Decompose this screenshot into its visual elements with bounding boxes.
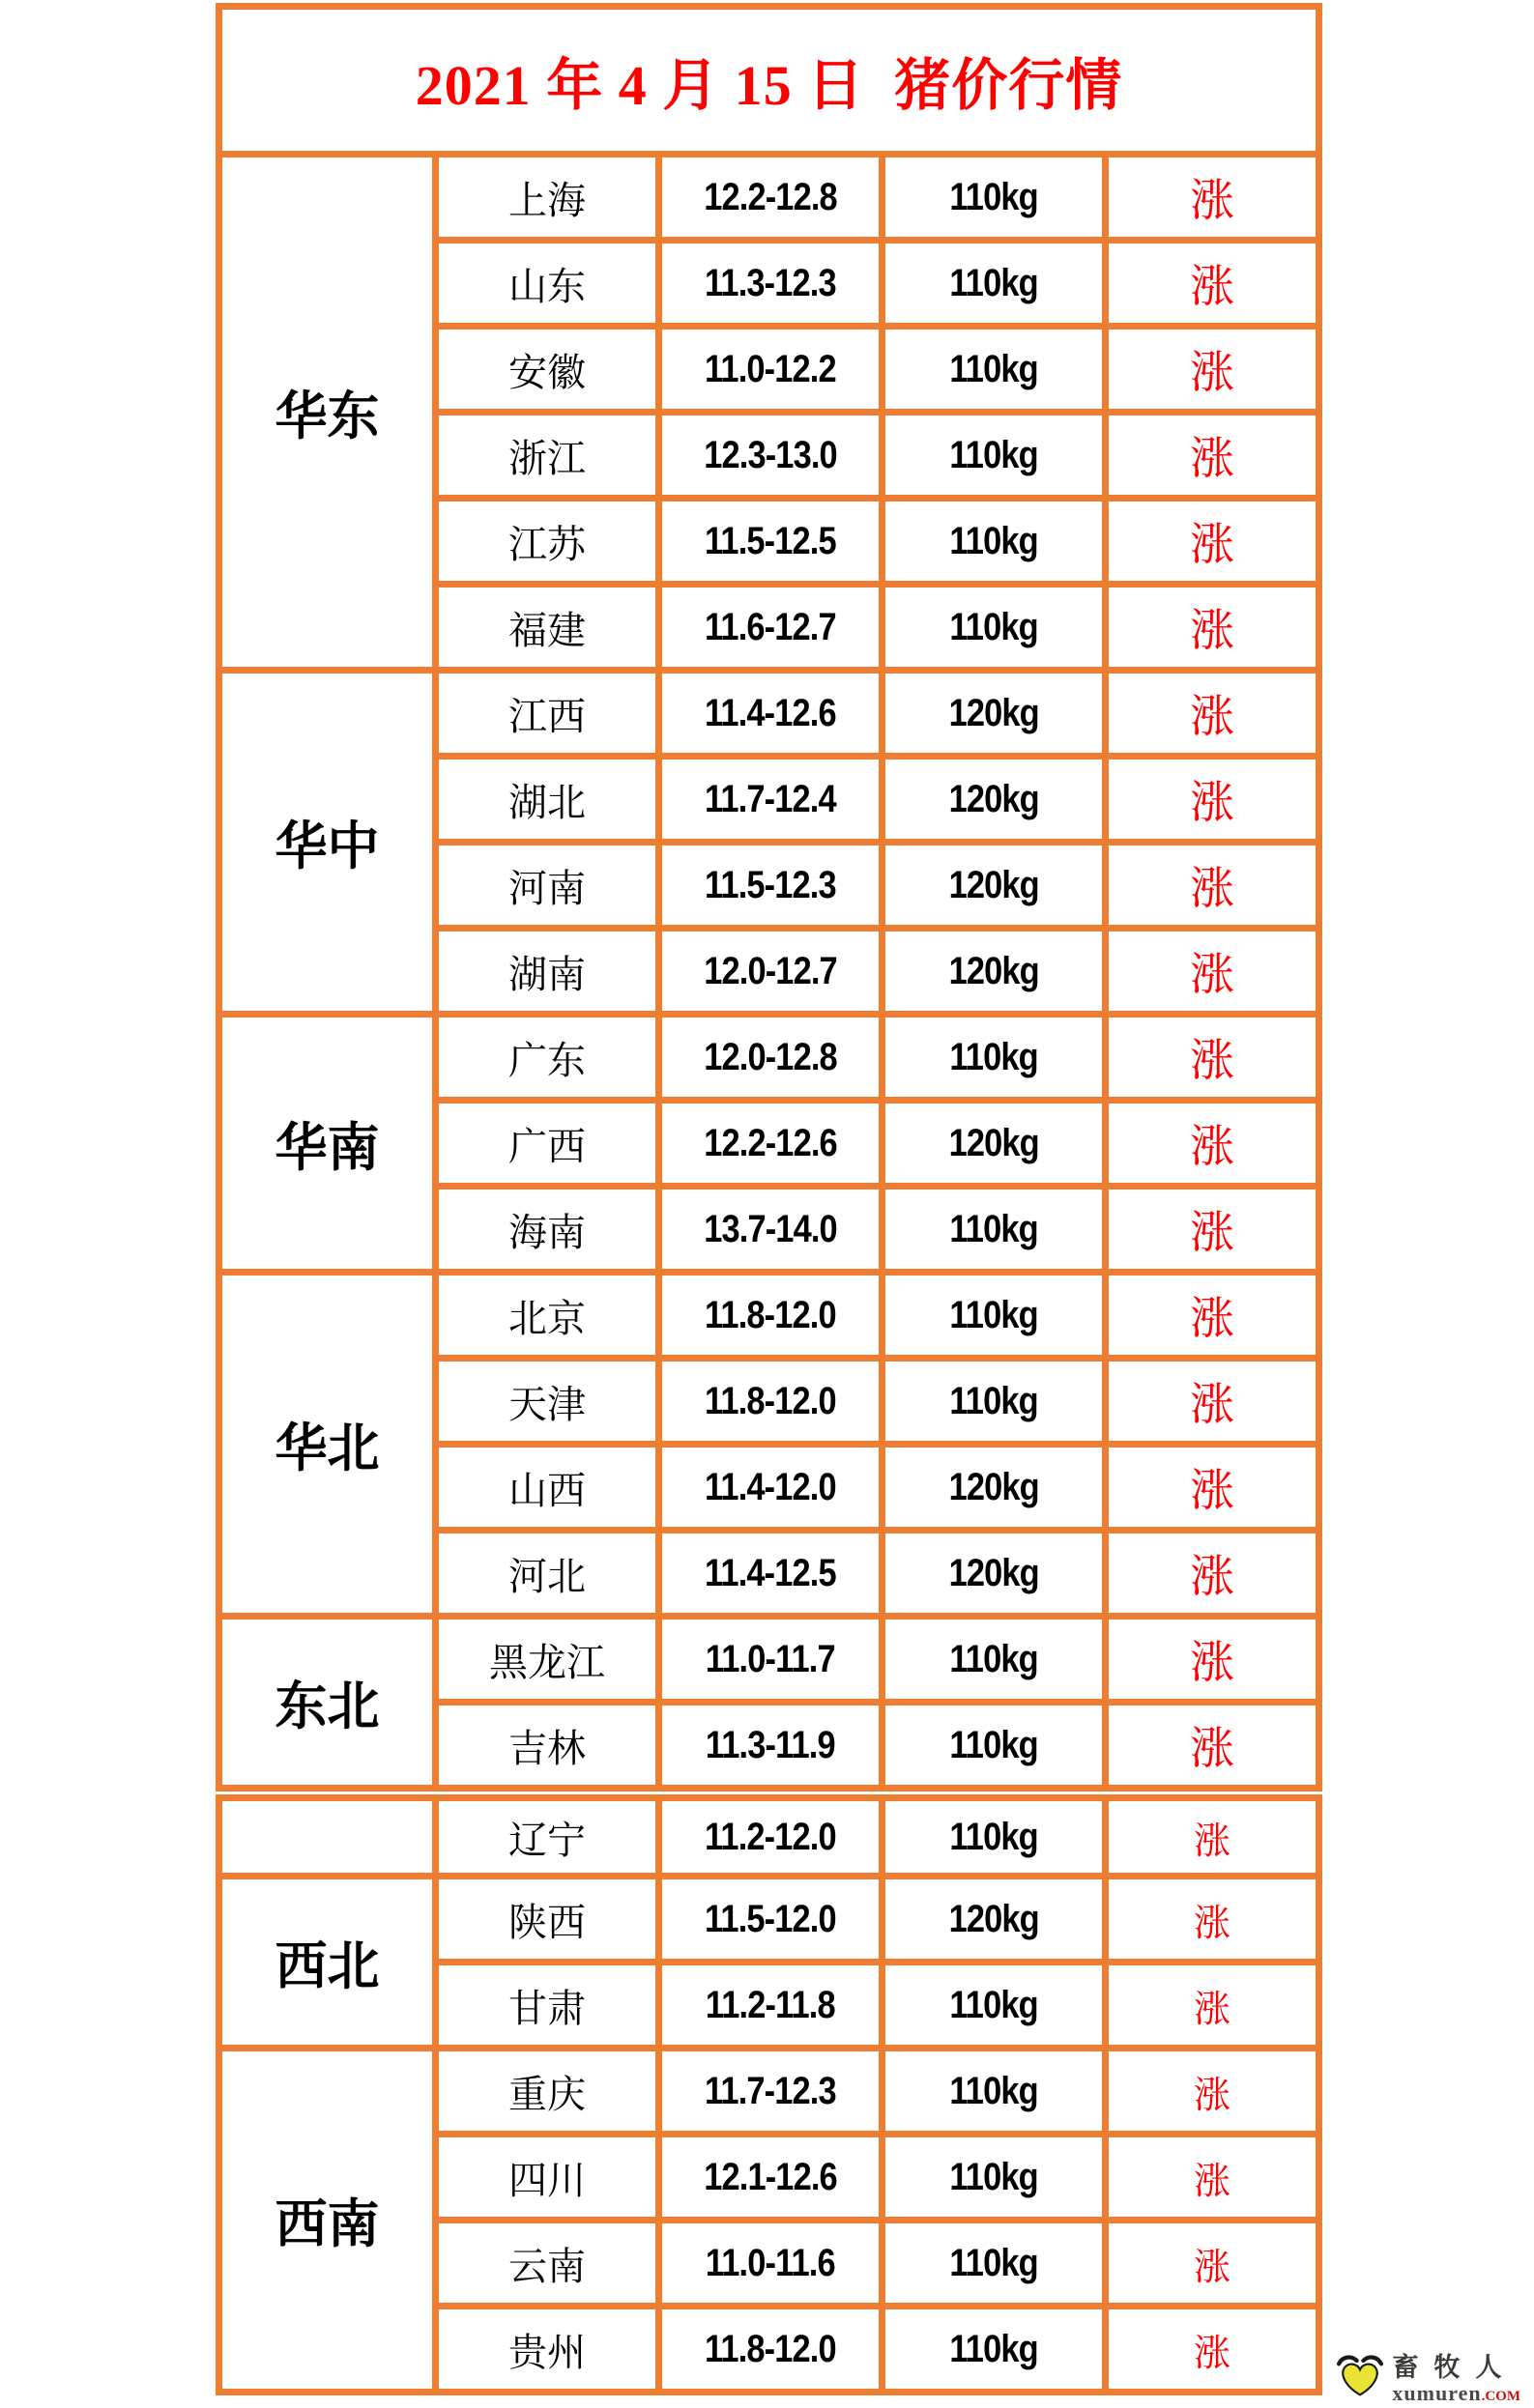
weight-cell: 120kg (885, 1448, 1102, 1527)
weight-cell: 110kg (885, 244, 1102, 323)
province-cell: 江西 (439, 674, 655, 753)
trend-cell: 涨 (1109, 846, 1316, 925)
region-cell: 华东 (222, 158, 432, 667)
province-cell: 云南 (439, 2223, 655, 2303)
trend-cell: 涨 (1109, 1706, 1316, 1785)
province-cell: 陕西 (439, 1879, 655, 1959)
section-liaoning (216, 1794, 1322, 1879)
province-cell: 山东 (439, 244, 655, 323)
brand-domain-line (1392, 2383, 1520, 2404)
weight-cell: 110kg (885, 1620, 1102, 1699)
trend-cell: 涨 (1109, 158, 1316, 237)
province-cell: 重庆 (439, 2051, 655, 2131)
province-cell: 天津 (439, 1362, 655, 1441)
weight-cell: 110kg (885, 2309, 1102, 2389)
weight-cell: 120kg (885, 1879, 1102, 1959)
trend-cell: 涨 (1109, 502, 1316, 581)
weight-cell: 110kg (885, 1801, 1102, 1873)
trend-cell: 涨 (1109, 330, 1316, 409)
trend-cell: 涨 (1109, 1801, 1316, 1873)
trend-cell: 涨 (1109, 1104, 1316, 1183)
weight-cell: 110kg (885, 1190, 1102, 1269)
price-cell: 11.6-12.7 (662, 588, 879, 667)
trend-cell: 涨 (1109, 1018, 1316, 1097)
province-cell: 山西 (439, 1448, 655, 1527)
price-cell: 11.8-12.0 (662, 1362, 879, 1441)
province-cell: 上海 (439, 158, 655, 237)
section-huazhong (216, 667, 1322, 1018)
price-cell: 11.4-12.0 (662, 1448, 879, 1527)
trend-cell: 涨 (1109, 1362, 1316, 1441)
page-title: 2021 年 4 月 15 日 猪价行情 (415, 54, 1123, 117)
price-cell: 11.7-12.3 (662, 2051, 879, 2131)
province-cell: 河南 (439, 846, 655, 925)
weight-cell: 110kg (885, 330, 1102, 409)
price-cell: 11.4-12.5 (662, 1534, 879, 1613)
section-xinan (216, 2045, 1322, 2395)
brand-tld: .COM (1481, 2389, 1520, 2404)
price-cell: 11.5-12.3 (662, 846, 879, 925)
trend-cell: 涨 (1109, 1965, 1316, 2045)
weight-cell: 120kg (885, 1534, 1102, 1613)
weight-cell: 120kg (885, 1104, 1102, 1183)
title-row (216, 3, 1322, 158)
weight-cell: 110kg (885, 1706, 1102, 1785)
brand-name: 畜牧人 (1392, 2353, 1518, 2382)
province-cell: 四川 (439, 2137, 655, 2217)
price-cell: 11.3-11.9 (662, 1706, 879, 1785)
weight-cell: 110kg (885, 2223, 1102, 2303)
section-dongbei (216, 1613, 1322, 1792)
trend-cell: 涨 (1109, 1534, 1316, 1613)
region-cell: 华北 (222, 1276, 432, 1613)
price-cell: 11.4-12.6 (662, 674, 879, 753)
price-cell: 11.5-12.5 (662, 502, 879, 581)
price-cell: 12.0-12.8 (662, 1018, 879, 1097)
trend-cell: 涨 (1109, 1879, 1316, 1959)
province-cell: 湖北 (439, 760, 655, 839)
trend-cell: 涨 (1109, 244, 1316, 323)
province-cell: 广东 (439, 1018, 655, 1097)
province-cell: 湖南 (439, 932, 655, 1011)
logo (1334, 2353, 1520, 2404)
trend-cell: 涨 (1109, 1448, 1316, 1527)
weight-cell: 110kg (885, 1018, 1102, 1097)
price-cell: 13.7-14.0 (662, 1190, 879, 1269)
trend-cell: 涨 (1109, 588, 1316, 667)
trend-cell: 涨 (1109, 1620, 1316, 1699)
trend-cell: 涨 (1109, 674, 1316, 753)
trend-cell: 涨 (1109, 760, 1316, 839)
weight-cell: 110kg (885, 1276, 1102, 1355)
section-xibei (216, 1873, 1322, 2051)
section-huanan (216, 1011, 1322, 1276)
province-cell: 河北 (439, 1534, 655, 1613)
weight-cell: 120kg (885, 760, 1102, 839)
price-table (216, 3, 1322, 2395)
weight-cell: 110kg (885, 2051, 1102, 2131)
province-cell: 北京 (439, 1276, 655, 1355)
weight-cell: 110kg (885, 1965, 1102, 2045)
section-huabei (216, 1269, 1322, 1620)
region-cell-empty (222, 1801, 432, 1873)
price-cell: 12.2-12.6 (662, 1104, 879, 1183)
price-cell: 11.8-12.0 (662, 1276, 879, 1355)
province-cell: 海南 (439, 1190, 655, 1269)
price-cell: 11.0-12.2 (662, 330, 879, 409)
weight-cell: 120kg (885, 674, 1102, 753)
weight-cell: 110kg (885, 416, 1102, 495)
trend-cell: 涨 (1109, 416, 1316, 495)
province-cell: 广西 (439, 1104, 655, 1183)
province-cell: 安徽 (439, 330, 655, 409)
price-cell: 11.0-11.6 (662, 2223, 879, 2303)
trend-cell: 涨 (1109, 932, 1316, 1011)
province-cell: 浙江 (439, 416, 655, 495)
weight-cell: 120kg (885, 846, 1102, 925)
province-cell: 吉林 (439, 1706, 655, 1785)
price-cell: 11.2-11.8 (662, 1965, 879, 2045)
price-cell: 12.1-12.6 (662, 2137, 879, 2217)
price-cell: 12.2-12.8 (662, 158, 879, 237)
region-cell: 华南 (222, 1018, 432, 1269)
brand-domain: xumuren (1392, 2381, 1482, 2405)
province-cell: 甘肃 (439, 1965, 655, 2045)
price-cell: 11.8-12.0 (662, 2309, 879, 2389)
trend-cell: 涨 (1109, 1276, 1316, 1355)
province-cell: 江苏 (439, 502, 655, 581)
price-cell: 11.3-12.3 (662, 244, 879, 323)
weight-cell: 120kg (885, 932, 1102, 1011)
trend-cell: 涨 (1109, 1190, 1316, 1269)
section-huadong (216, 151, 1322, 674)
weight-cell: 110kg (885, 2137, 1102, 2217)
price-cell: 11.2-12.0 (662, 1801, 879, 1873)
province-cell: 贵州 (439, 2309, 655, 2389)
weight-cell: 110kg (885, 158, 1102, 237)
province-cell: 辽宁 (439, 1801, 655, 1873)
price-cell: 12.0-12.7 (662, 932, 879, 1011)
trend-cell: 涨 (1109, 2309, 1316, 2389)
region-cell: 西北 (222, 1879, 432, 2045)
weight-cell: 110kg (885, 502, 1102, 581)
trend-cell: 涨 (1109, 2137, 1316, 2217)
weight-cell: 110kg (885, 1362, 1102, 1441)
weight-cell: 110kg (885, 588, 1102, 667)
heart-icon (1334, 2353, 1386, 2404)
province-cell: 黑龙江 (439, 1620, 655, 1699)
price-cell: 12.3-13.0 (662, 416, 879, 495)
logo-text (1392, 2355, 1520, 2404)
region-cell: 东北 (222, 1620, 432, 1785)
price-cell: 11.7-12.4 (662, 760, 879, 839)
trend-cell: 涨 (1109, 2223, 1316, 2303)
region-cell: 西南 (222, 2051, 432, 2389)
trend-cell: 涨 (1109, 2051, 1316, 2131)
price-cell: 11.0-11.7 (662, 1620, 879, 1699)
province-cell: 福建 (439, 588, 655, 667)
region-cell: 华中 (222, 674, 432, 1011)
price-cell: 11.5-12.0 (662, 1879, 879, 1959)
